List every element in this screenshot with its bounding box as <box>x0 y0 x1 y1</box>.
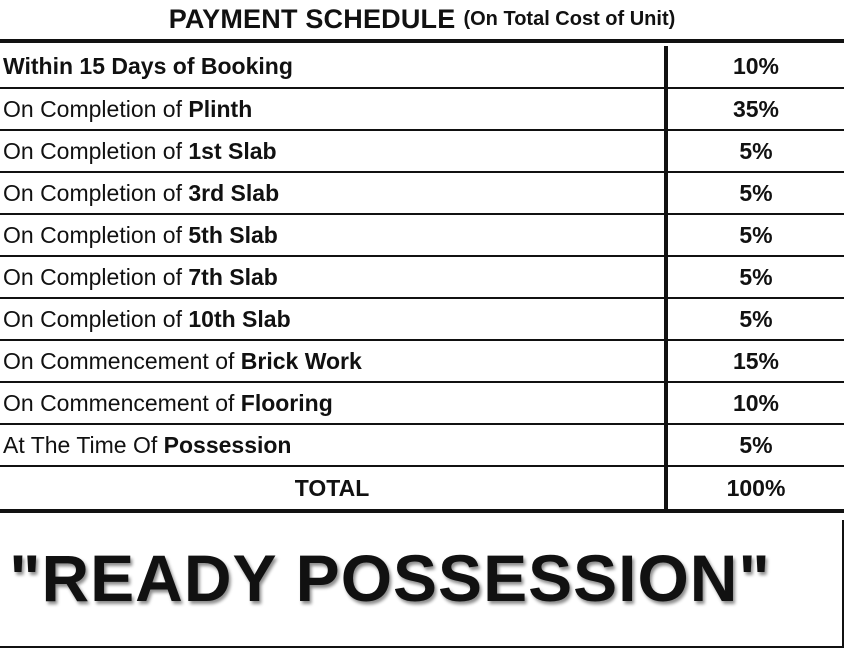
stage-cell <box>0 46 666 88</box>
stage-milestone: 10th Slab <box>188 305 291 332</box>
table-row <box>0 298 844 340</box>
percentage-cell: 5% <box>666 298 844 340</box>
stage-cell <box>0 256 666 298</box>
stage-prefix: On Completion of <box>3 305 189 332</box>
stage-cell <box>0 88 666 130</box>
stage-milestone: 5th Slab <box>188 221 278 248</box>
stage-milestone: Plinth <box>188 95 253 122</box>
percentage-cell: 5% <box>666 214 844 256</box>
stage-prefix: On Commencement of <box>3 347 241 374</box>
table-row <box>0 256 844 298</box>
payment-schedule-table <box>0 46 844 513</box>
table-row <box>0 340 844 382</box>
table-row <box>0 424 844 466</box>
schedule-title <box>0 0 844 43</box>
total-label: TOTAL <box>0 466 666 511</box>
stage-milestone: Brick Work <box>240 347 362 374</box>
stage-prefix: On Completion of <box>3 221 189 248</box>
ready-possession-banner: "READY POSSESSION" <box>9 541 771 615</box>
stage-cell <box>0 424 666 466</box>
stage-cell <box>0 130 666 172</box>
stage-prefix: On Completion of <box>3 179 189 206</box>
percentage-cell: 35% <box>666 88 844 130</box>
stage-prefix: At The Time Of <box>3 431 164 458</box>
percentage-cell: 5% <box>666 256 844 298</box>
total-row <box>0 466 844 511</box>
stage-prefix: On Completion of <box>3 137 189 164</box>
total-percentage: 100% <box>666 466 844 511</box>
table-row <box>0 214 844 256</box>
schedule-table-body <box>0 46 844 511</box>
stage-prefix: On Completion of <box>3 95 189 122</box>
stage-milestone: 3rd Slab <box>188 179 280 206</box>
stage-cell <box>0 214 666 256</box>
table-row <box>0 172 844 214</box>
table-row <box>0 88 844 130</box>
stage-milestone: 7th Slab <box>188 263 278 290</box>
percentage-cell: 10% <box>666 46 844 88</box>
percentage-cell: 10% <box>666 382 844 424</box>
schedule-title-sub: (On Total Cost of Unit) <box>463 8 676 30</box>
table-row <box>0 382 844 424</box>
stage-prefix: Within 15 Days of Booking <box>3 53 293 79</box>
percentage-cell: 5% <box>666 130 844 172</box>
stage-prefix: On Commencement of <box>3 389 241 416</box>
stage-cell <box>0 382 666 424</box>
stage-milestone: 1st Slab <box>188 137 277 164</box>
stage-cell <box>0 172 666 214</box>
stage-milestone: Flooring <box>240 389 333 416</box>
schedule-title-main: PAYMENT SCHEDULE <box>168 4 456 34</box>
percentage-cell: 15% <box>666 340 844 382</box>
table-row <box>0 46 844 88</box>
stage-milestone: Possession <box>163 431 292 458</box>
percentage-cell: 5% <box>666 424 844 466</box>
percentage-cell: 5% <box>666 172 844 214</box>
stage-cell <box>0 340 666 382</box>
stage-cell <box>0 298 666 340</box>
table-row <box>0 130 844 172</box>
stage-prefix: On Completion of <box>3 263 189 290</box>
